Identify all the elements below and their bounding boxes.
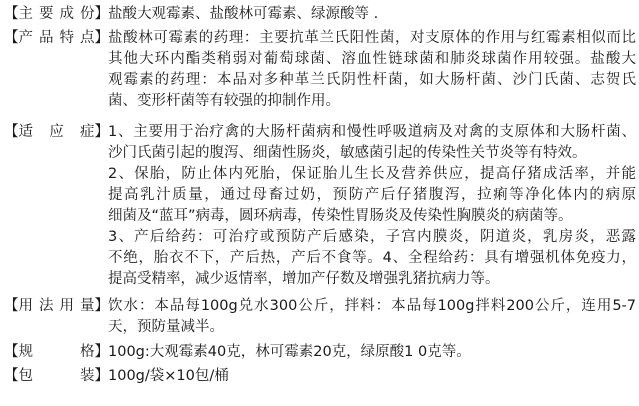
- label-text: 包装: [18, 368, 95, 384]
- label-bracket-close: 】: [94, 30, 109, 46]
- packaging-content: [108, 366, 636, 387]
- label-text: 主要成份: [18, 6, 95, 22]
- dosage-content: [108, 296, 636, 338]
- content-line: 盐酸林可霉素的药理：主要抗革兰氏阳性菌，对支原体的作用与红霉素相似而比: [108, 30, 636, 46]
- content-line: 提高乳汁质量，通过母畜过奶，预防产后仔猪腹泻，拉痢等净化体内的病原: [108, 187, 636, 203]
- label-bracket-close: 】: [94, 344, 109, 360]
- content-line: 盐酸大观霉素、盐酸林可霉素、绿源酸等 .: [108, 6, 379, 22]
- content-line: 菌、变形杆菌等有较强的抑制作用。: [108, 93, 340, 109]
- specification-content: [108, 342, 636, 363]
- content-line: 不绝，胎衣不下，产后热，产后不食等。4、全程给药：具有增强机体免疫力，: [108, 250, 636, 266]
- content-line: 1、主要用于治疗禽的大肠杆菌病和慢性呼吸道病及对禽的支原体和大肠杆菌、: [108, 124, 636, 140]
- label-features: [4, 28, 107, 49]
- label-dosage: [4, 296, 107, 317]
- label-bracket-close: 】: [94, 6, 109, 22]
- label-text: 用法用量: [18, 298, 95, 314]
- label-text: 规格: [18, 344, 95, 360]
- label-bracket-open: 【: [4, 344, 19, 360]
- content-line: 3、产后给药：可治疗或预防产后感染，子宫内膜炎，阴道炎，乳房炎，恶露: [108, 229, 636, 245]
- label-ingredients: [4, 4, 107, 25]
- label-bracket-open: 【: [4, 124, 19, 140]
- content-line: 天，预防量减半。: [108, 319, 224, 335]
- content-line: 100g/袋×10包/桶: [108, 368, 229, 384]
- indications-content: [108, 122, 636, 290]
- label-specification: [4, 342, 107, 363]
- content-line: 2、保胎，防止体内死胎，保证胎儿生长及营养供应，提高仔猪成活率，并能: [108, 166, 636, 182]
- content-line: 其他大环内酯类稍弱对葡萄球菌、溶血性链球菌和肺炎球菌作用较强。盐酸大: [108, 51, 636, 67]
- label-bracket-close: 】: [94, 124, 109, 140]
- label-bracket-open: 【: [4, 298, 19, 314]
- label-packaging: [4, 366, 107, 387]
- content-line: 细菌及“蓝耳”病毒，圆环病毒，传染性胃肠炎及传染性胸膜炎的病菌等。: [108, 208, 573, 224]
- label-bracket-open: 【: [4, 6, 19, 22]
- label-text: 产品特点: [18, 30, 95, 46]
- label-bracket-close: 】: [94, 298, 109, 314]
- ingredients-content: [108, 4, 636, 25]
- label-bracket-open: 【: [4, 30, 19, 46]
- content-line: 沙门氏菌引起的腹泻、细菌性肠炎，敏感菌引起的传染性关节炎等有特效。: [108, 145, 587, 161]
- label-bracket-open: 【: [4, 368, 19, 384]
- content-line: 100g:大观霉素40克，林可霉素20克，绿原酸1 0克等。: [108, 344, 471, 360]
- content-line: 观霉素的药理：本品对多种革兰氏阴性杆菌，如大肠杆菌、沙门氏菌、志贺氏: [108, 72, 636, 88]
- label-indications: [4, 122, 107, 143]
- label-text: 适应症: [18, 124, 95, 140]
- features-content: [108, 28, 636, 112]
- content-line: 饮水：本品每100g兑水300公斤，拌料：本品每100g拌料200公斤，连用5-7: [108, 298, 636, 314]
- label-bracket-close: 】: [94, 368, 109, 384]
- content-line: 提高受精率，减少返情率，增加产仔数及增强乳猪抗病力等。: [108, 271, 500, 287]
